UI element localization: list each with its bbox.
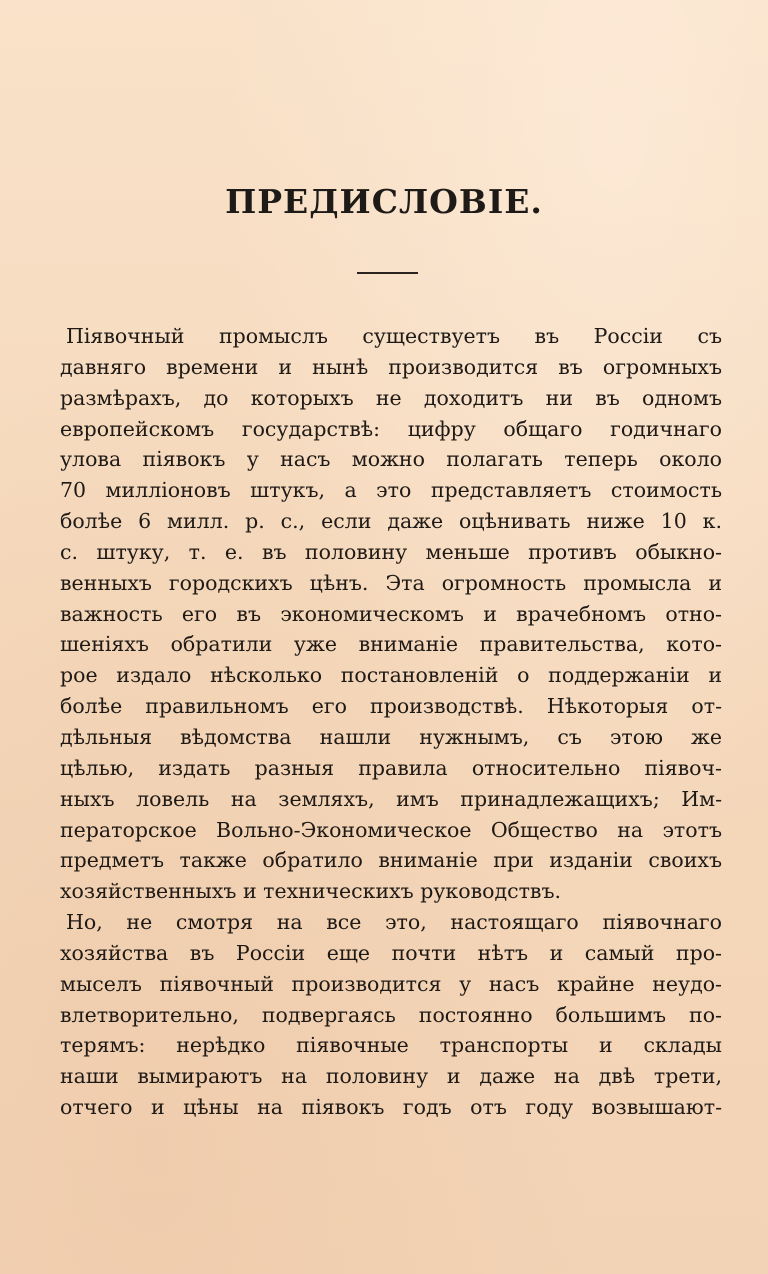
text-line: размѣрахъ, до которыхъ не доходитъ ни въ одномъ xyxy=(60,385,722,410)
text-line: 70 милліоновъ штукъ, а это представляетъ стоимость xyxy=(60,478,722,503)
text-line: Но, не смотря на все это, настоящаго піявочнаго xyxy=(66,910,722,935)
page-heading: ПРЕДИСЛОВІЕ. xyxy=(225,182,543,221)
heading-divider xyxy=(357,272,418,274)
text-line: мыселъ піявочный производится у насъ крайне неудо- xyxy=(60,971,722,996)
text-line: отчего и цѣны на піявокъ годъ отъ году возвышают- xyxy=(60,1095,722,1120)
text-line: с. штуку, т. е. въ половину меньше противъ обыкно- xyxy=(60,539,722,564)
text-line: болѣе 6 милл. р. с., если даже оцѣнивать ниже 10 к. xyxy=(60,509,722,534)
text-line: терямъ: нерѣдко піявочные транспорты и склады xyxy=(60,1033,722,1058)
text-line: улова піявокъ у насъ можно полагать теперь около xyxy=(60,447,722,472)
text-line: венныхъ городскихъ цѣнъ. Эта огромность промысла и xyxy=(60,570,722,595)
text-line: цѣлью, издать разныя правила относительно піявоч- xyxy=(60,755,722,780)
text-line: болѣе правильномъ его производствѣ. Нѣкоторыя от- xyxy=(60,694,722,719)
text-line: хозяйства въ Россіи еще почти нѣтъ и самый про- xyxy=(60,940,722,965)
text-line: хозяйственныхъ и техническихъ руководствъ. xyxy=(60,879,562,904)
text-line: ператорское Вольно-Экономическое Общество на этотъ xyxy=(60,817,722,842)
text-line: дѣльныя вѣдомства нашли нужнымъ, съ этою же xyxy=(60,724,722,749)
text-line: ныхъ ловель на земляхъ, имъ принадлежащихъ; Им- xyxy=(60,786,722,811)
text-line: влетворительно, подвергаясь постоянно большимъ по- xyxy=(60,1002,722,1027)
body-text xyxy=(60,321,722,1123)
text-line: рое издало нѣсколько постановленій о поддержаніи и xyxy=(60,663,722,688)
text-line: предметъ также обратило вниманіе при изданіи своихъ xyxy=(60,848,722,873)
text-line: наши вымираютъ на половину и даже на двѣ трети, xyxy=(60,1064,722,1089)
text-line: давняго времени и нынѣ производится въ огромныхъ xyxy=(60,354,722,379)
text-line: Піявочный промыслъ существуетъ въ Россіи съ xyxy=(66,324,722,348)
text-line: важность его въ экономическомъ и врачебномъ отно- xyxy=(60,601,722,626)
text-line: европейскомъ государствѣ: цифру общаго годичнаго xyxy=(60,416,722,441)
text-line: шеніяхъ обратили уже вниманіе правительства, кото- xyxy=(60,632,722,657)
